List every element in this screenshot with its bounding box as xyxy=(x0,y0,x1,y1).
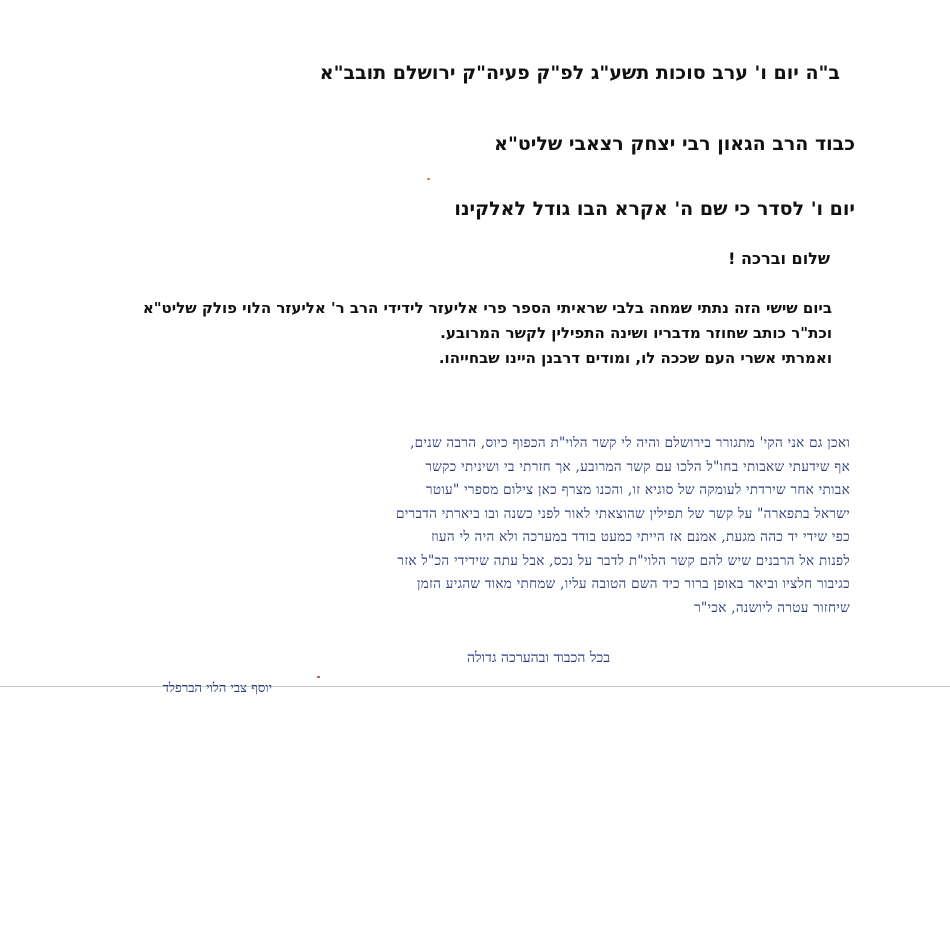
handwritten-line: שיחזור עטרה ליושנה, אכי"ר xyxy=(694,599,850,616)
handwritten-line: לפנות אל הרבנים שיש להם קשר הלוי"ת לדבר על נכס, אבל עתה שידידי הכ"ל אזר xyxy=(397,552,850,569)
verse-line: יום ו' לסדר כי שם ה' אקרא הבו גודל לאלקינו xyxy=(454,198,855,220)
handwritten-line: ואכן גם אני הקי' מתגורר בירושלם והיה לי קשר הלוי"ת הכפוף כיוס, הרבה שנים, xyxy=(410,435,850,451)
handwritten-line: ישראל בתפארה" על קשר של תפילין שהוצאתי לאור לפני כשנה ובו ביארתי הדברים xyxy=(395,505,850,522)
greeting-line: שלום וברכה ! xyxy=(728,249,830,268)
typed-paragraph xyxy=(112,296,832,371)
handwritten-line: כפי שידי יד כהה מגעת, אמנם אז הייתי כמעט בודד במערכה ולא היה לי העוז xyxy=(431,529,850,545)
typed-paragraph-line: ואמרתי אשרי העם שככה לו, ומודים דרבנן היינו שבחייהו. xyxy=(438,349,832,367)
handwritten-line: אף שידעתי שאבותי בחו"ל הלכו עם קשר המרובע, אך חזרתי בי ושיניתי כקשר xyxy=(425,458,850,475)
ink-speck xyxy=(427,178,430,180)
typed-paragraph-line: ביום שישי הזה נתתי שמחה בלבי שראיתי הספר פרי אליעזר לידידי הרב ר' אליעזר הלוי פולק שליט"א וכת"ר כותב שחוזר מדבריו ושינה התפילין לקשר המרובע. xyxy=(142,299,832,342)
scan-fold-line xyxy=(0,686,950,687)
ink-speck xyxy=(317,676,320,678)
handwritten-line: כגיבור חלציו וביאר באופן ברור כיד השם הטובה עליו, שמחתי מאוד שהגיע הזמן xyxy=(417,576,850,592)
handwritten-paragraph xyxy=(90,432,850,620)
handwritten-line: אבותי אחר שירדתי לעומקה של סוגיא זו, והכנו מצרף כאן צילום מספרי "עוטר xyxy=(425,482,850,498)
closing-line: בכל הכבוד ובהערכה גדולה xyxy=(466,650,610,666)
addressee-line: כבוד הרב הגאון רבי יצחק רצאבי שליט"א xyxy=(494,133,855,155)
date-line: ב"ה יום ו' ערב סוכות תשע"ג לפ"ק פעיה"ק ירושלם תובב"א xyxy=(319,62,840,84)
signature: יוסף צבי הלוי הברפלד xyxy=(162,681,272,696)
